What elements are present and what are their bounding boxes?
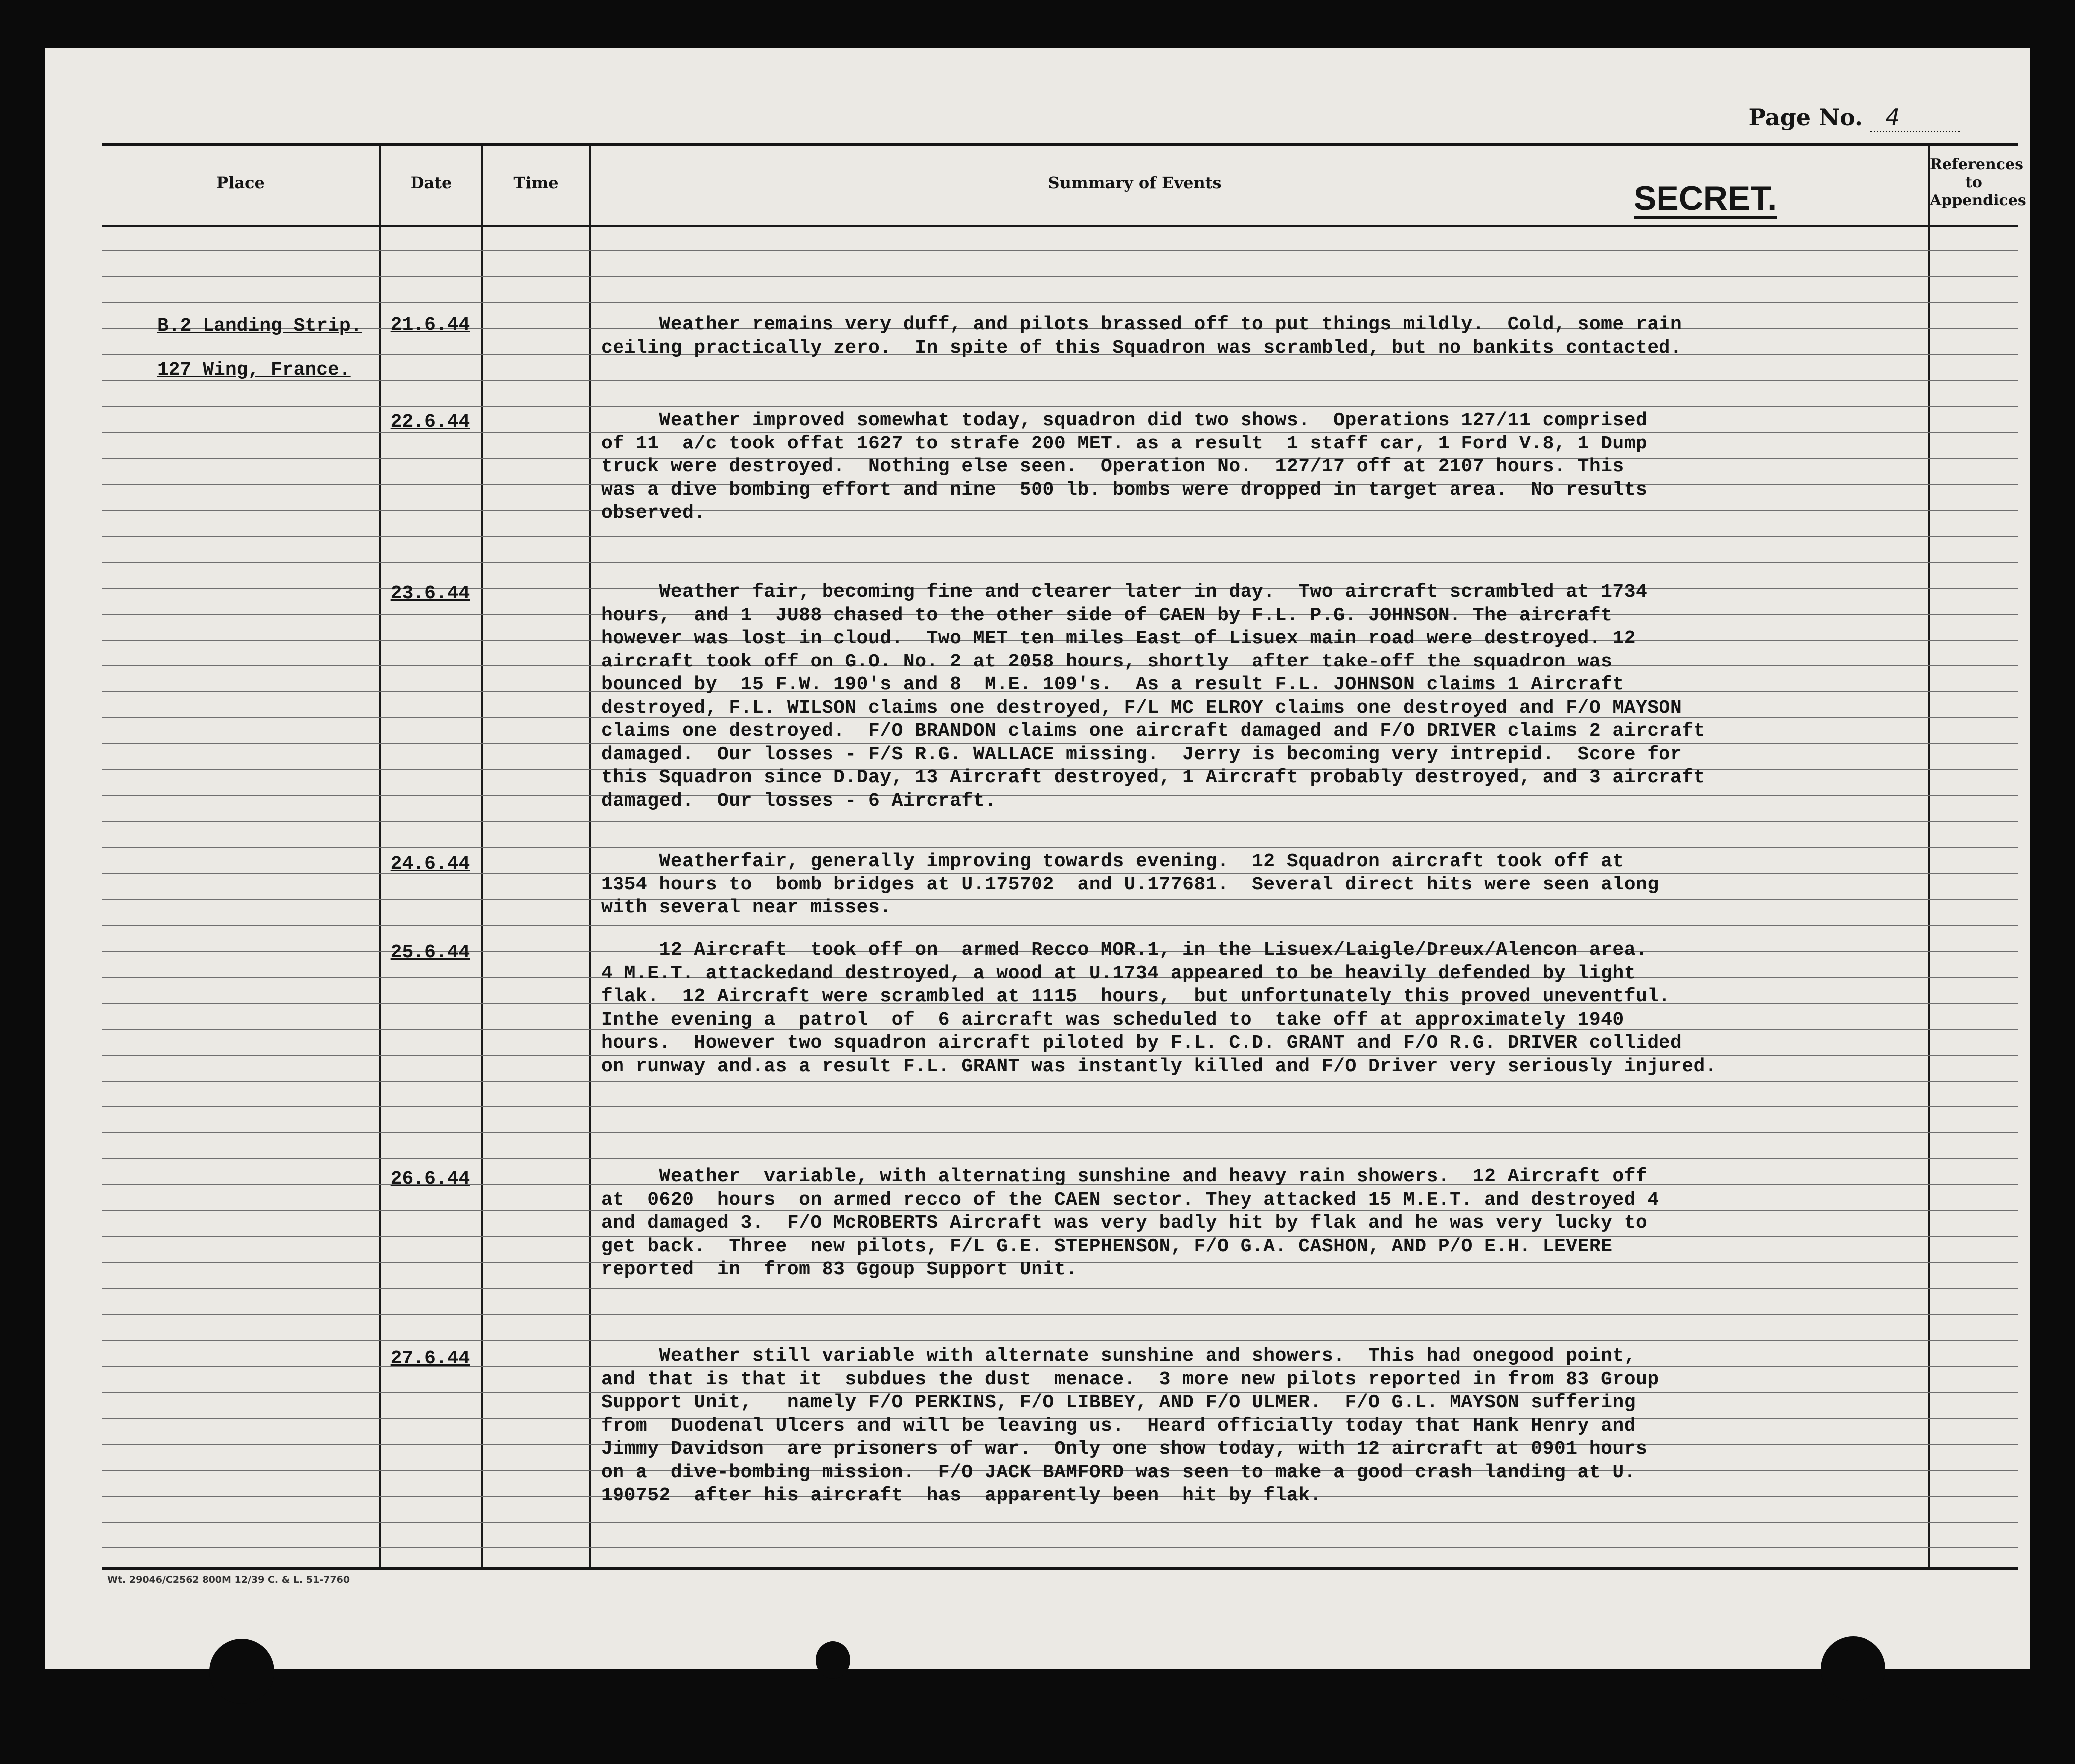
binder-hole [209,1639,274,1704]
ruled-line [102,1106,2018,1107]
column-divider [1928,146,1930,1567]
column-divider [481,146,483,1567]
page-number: 4 [1870,104,1960,132]
ruled-line [102,821,2018,822]
column-header-summary: Summary of Events [1048,173,1222,192]
ruled-line [102,302,2018,303]
ruled-line [102,1081,2018,1082]
entry-date: 26.6.44 [390,1168,470,1190]
entry-summary: Weather still variable with alternate sunshine and showers. This had onegood point, and that is that it subdues the dust menace. 3 more new pilots reported in from 83 Group Support Unit, namely F/O PERKINS, F/O LIBBEY, AND F/O ULMER. F/O G.L. MAYSON suffering from Duodenal Ulcers and will be leaving us. Heard officially today that Hank Henry and Jimmy Davidson are prisoners of war. Only one show today, with 12 aircraft at 0901 hours on a dive-bombing mission. F/O JACK BAMFORD was seen to make a good crash landing at U. 190752 after his aircraft has apparently been hit by flak. [601,1345,1659,1506]
ruled-line [102,1547,2018,1548]
column-header-references: References to Appendices [1930,156,2026,209]
page-label: Page No. [1748,104,1863,131]
ruled-line [102,1288,2018,1289]
ruled-line [102,1314,2018,1315]
entry-summary: Weatherfair, generally improving towards evening. 12 Squadron aircraft took off at 1354 hours to bomb bridges at U.175702 and U.177681. Several direct hits were seen along with several near misses. [601,851,1659,918]
place-line-2: 127 Wing, France. [157,359,351,381]
summary-table [102,143,2026,1570]
column-header-time: Time [513,173,559,192]
entry-summary: 12 Aircraft took off on armed Recco MOR.1, in the Lisuex/Laigle/Dreux/Alencon area. 4 M.E.T. attackedand destroyed, a wood at U.1734 appeared to be heavily defended by light flak. 12 Aircraft were scrambled at 1115 hours, but unfortunately this proved uneventful. Inthe evening a patrol of 6 aircraft was scheduled to take off at approximately 1940 hours. However two squadron aircraft piloted by F.L. C.D. GRANT and F/O R.G. DRIVER collided on runway and.as a result F.L. GRANT was instantly killed and F/O Driver very seriously injured. [601,939,1717,1077]
ruled-line [102,250,2018,251]
entry-date: 21.6.44 [390,314,470,336]
record-sheet [45,48,2030,1669]
entry-date: 24.6.44 [390,853,470,875]
ruled-line [102,847,2018,848]
page-number-field [1748,104,1960,132]
column-divider [589,146,591,1567]
entry-summary: Weather fair, becoming fine and clearer later in day. Two aircraft scrambled at 1734 hours, and 1 JU88 chased to the other side of CAEN by F.L. P.G. JOHNSON. The aircraft however was lost in cloud. Two MET ten miles East of Lisuex main road were destroyed. 12 aircraft took off on G.O. No. 2 at 2058 hours, shortly after take-off the squadron was bounced by 15 F.W. 190's and 8 M.E. 109's. As a result F.L. JOHNSON claims 1 Aircraft destroyed, F.L. WILSON claims one destroyed, F/L MC ELROY claims one destroyed and F/O MAYSON claims one destroyed. F/O BRANDON claims one aircraft damaged and F/O DRIVER claims 2 aircraft damaged. Our losses - F/S R.G. WALLACE missing. Jerry is becoming very intrepid. Score for this Squadron since D.Day, 13 Aircraft destroyed, 1 Aircraft probably destroyed, and 3 aircraft damaged. Our losses - 6 Aircraft. [601,581,1705,812]
ruled-line [102,925,2018,926]
ruled-line [102,406,2018,407]
entry-date: 27.6.44 [390,1348,470,1369]
column-header-place: Place [216,173,265,192]
entry-summary: Weather remains very duff, and pilots brassed off to put things mildly. Cold, some rain ceiling practically zero. In spite of this Squadron was scrambled, but no bankits contacted. [601,314,1682,359]
binder-hole [816,1641,850,1679]
entry-date: 23.6.44 [390,583,470,604]
ruled-line [102,1132,2018,1133]
ruled-line [102,276,2018,277]
ruled-line [102,536,2018,537]
ruled-line [102,380,2018,381]
ruled-line [102,1522,2018,1523]
form-print-code: Wt. 29046/C2562 800M 12/39 C. & L. 51-7760 [107,1574,350,1585]
ruled-line [102,1158,2018,1159]
header-rule [102,225,2018,227]
binder-hole [1821,1636,1885,1701]
ruled-line [102,562,2018,563]
entry-summary: Weather variable, with alternating sunshine and heavy rain showers. 12 Aircraft off at 0620 hours on armed recco of the CAEN sector. They attacked 15 M.E.T. and destroyed 4 and damaged 3. F/O McROBERTS Aircraft was very badly hit by flak and he was very lucky to get back. Three new pilots, F/L G.E. STEPHENSON, F/O G.A. CASHON, AND P/O E.H. LEVERE reported in from 83 Ggoup Support Unit. [601,1166,1659,1280]
column-header-date: Date [410,173,452,192]
secret-stamp: SECRET. [1634,181,1777,219]
entry-date: 22.6.44 [390,411,470,433]
ruled-line [102,1340,2018,1341]
place-line-1: B.2 Landing Strip. [157,315,362,337]
entry-date: 25.6.44 [390,942,470,963]
entry-summary: Weather improved somewhat today, squadron did two shows. Operations 127/11 comprised of 11 a/c took offat 1627 to strafe 200 MET. as a result 1 staff car, 1 Ford V.8, 1 Dump truck were destroyed. Nothing else seen. Operation No. 127/17 off at 2107 hours. This was a dive bombing effort and nine 500 lb. bombs were dropped in target area. No results observed. [601,410,1648,524]
